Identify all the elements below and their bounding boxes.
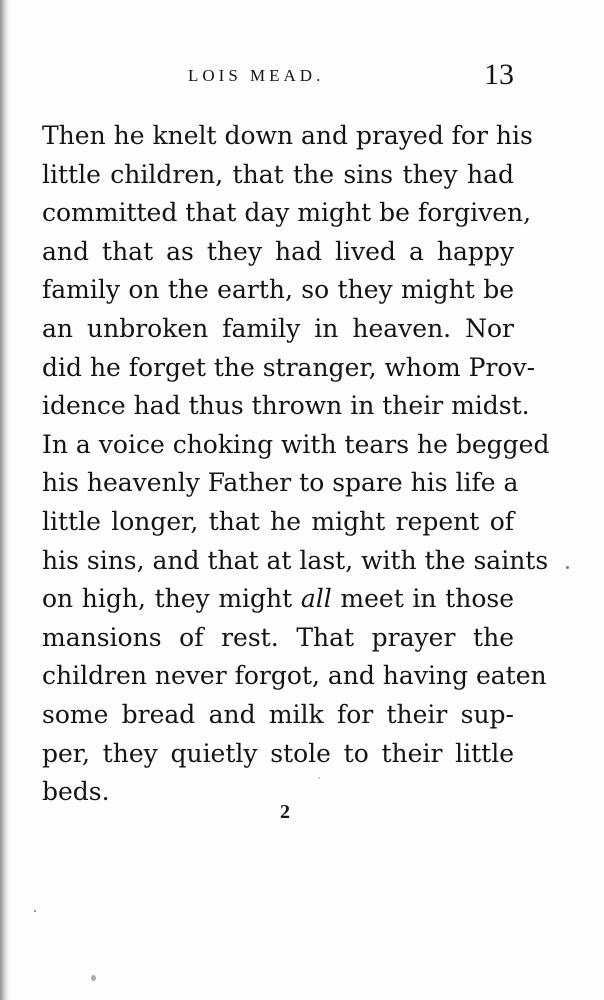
text-line: per, they quietly stole to their little (42, 738, 514, 768)
page-header (42, 60, 514, 96)
text-line: and that as they had lived a happy (42, 236, 514, 266)
text-line: an unbroken family in heaven. Nor (42, 313, 514, 343)
text-line: his sins, and that at last, with the saints (42, 545, 549, 575)
running-head: LOIS MEAD. (188, 66, 325, 85)
text-line: little children, that the sins they had (42, 159, 514, 189)
text-line: family on the earth, so they might be (42, 275, 514, 305)
signature-mark: 2 (280, 801, 290, 823)
page-number: 13 (484, 58, 514, 91)
italic-word: all (300, 584, 332, 614)
text-line: his heavenly Father to spare his life a (42, 468, 519, 498)
text-segment: meet in those (331, 584, 514, 614)
text-line-final: beds. (42, 777, 110, 807)
text-line-with-italic (42, 580, 514, 619)
paper-speck (34, 910, 36, 912)
text-line: committed that day might be forgiven, (42, 198, 532, 228)
paper-speck (318, 777, 320, 779)
text-line: some bread and milk for their sup- (42, 699, 514, 729)
text-line: In a voice choking with tears he begged (42, 429, 550, 459)
text-line: Then he knelt down and prayed for his (42, 121, 533, 150)
paper-speck (566, 566, 569, 569)
page-edge-shadow (0, 0, 9, 1000)
body-paragraph (42, 117, 550, 812)
text-line: mansions of rest. That prayer the (42, 622, 514, 652)
text-line: children never forgot, and having eaten (42, 661, 547, 691)
paper-speck (91, 975, 96, 981)
text-segment: on high, they might (42, 584, 301, 614)
text-line: did he forget the stranger, whom Prov- (42, 352, 536, 382)
text-line: idence had thus thrown in their midst. (42, 391, 530, 421)
text-line: little longer, that he might repent of (42, 506, 514, 536)
